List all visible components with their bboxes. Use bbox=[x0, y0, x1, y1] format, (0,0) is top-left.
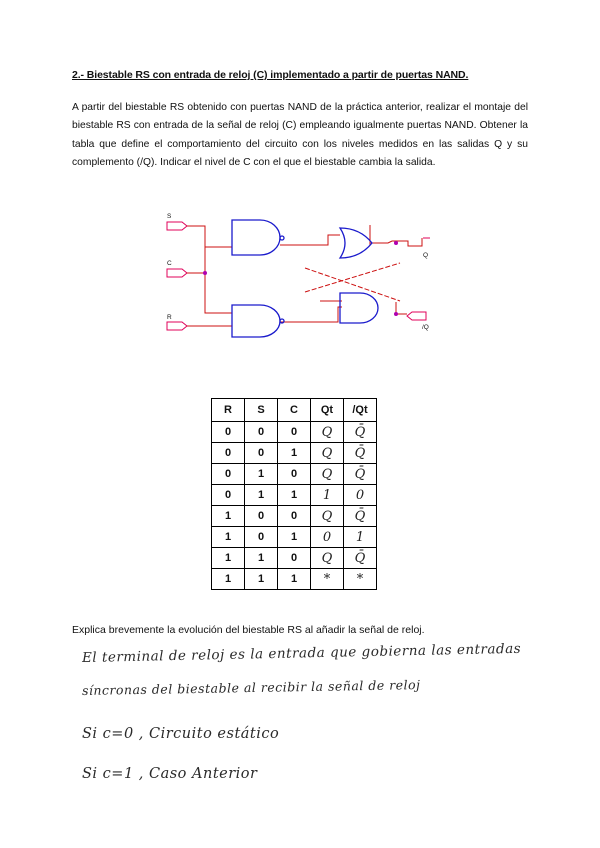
truth-table-cell: 1 bbox=[212, 569, 245, 590]
section-heading: 2.- Biestable RS con entrada de reloj (C) implementado a partir de puertas NAND. bbox=[72, 69, 469, 81]
truth-table-row bbox=[212, 548, 377, 569]
handwritten-answer-line-4: Si c=1 , Caso Anterior bbox=[82, 766, 258, 782]
question-text: Explica brevemente la evolución del biestable RS al añadir la señal de reloj. bbox=[72, 624, 425, 636]
label-nq: /Q bbox=[422, 324, 429, 331]
nand-gate-4 bbox=[340, 293, 378, 323]
instructions-paragraph: A partir del biestable RS obtenido con puertas NAND de la práctica anterior, realizar el montaje del biestable RS con entrada de la señal de reloj (C) empleando igualmente puertas NAND. Obtener la tabla que define el comportamiento del circuito con los niveles medidos en las salidas Q y su complemento (/Q). Indicar el nivel de C con el que el biestable cambia la salida. bbox=[72, 102, 528, 169]
handwritten-answer-line-1: El terminal de reloj es la entrada que gobierna las entradas bbox=[81, 640, 522, 666]
truth-table-cell: 0 bbox=[245, 422, 278, 443]
truth-table-cell: Q̄ bbox=[344, 443, 377, 464]
truth-table-cell: 0 bbox=[278, 506, 311, 527]
truth-table-cell: 0 bbox=[212, 485, 245, 506]
truth-table-cell: Q̄ bbox=[344, 506, 377, 527]
truth-table-cell: 1 bbox=[278, 443, 311, 464]
truth-table-cell: 0 bbox=[344, 485, 377, 506]
truth-table-cell: 1 bbox=[212, 527, 245, 548]
truth-table-cell: 1 bbox=[245, 464, 278, 485]
handwritten-answer-line-3: Si c=0 , Circuito estático bbox=[82, 726, 280, 742]
truth-table-cell: 1 bbox=[245, 485, 278, 506]
truth-table-cell: Q̄ bbox=[344, 422, 377, 443]
truth-table-cell: 1 bbox=[278, 485, 311, 506]
truth-table-cell: Q bbox=[311, 464, 344, 485]
truth-table-cell: 1 bbox=[245, 548, 278, 569]
label-r: R bbox=[167, 314, 172, 321]
input-r-arrow bbox=[167, 322, 187, 330]
truth-table-cell: Q bbox=[311, 422, 344, 443]
truth-table-cell: Q̄ bbox=[344, 548, 377, 569]
truth-table-cell: 0 bbox=[212, 422, 245, 443]
truth-table-header-row bbox=[212, 399, 377, 422]
truth-table-cell: 0 bbox=[278, 464, 311, 485]
truth-table-cell: 0 bbox=[212, 464, 245, 485]
truth-table-row bbox=[212, 485, 377, 506]
truth-table-cell: 0 bbox=[278, 548, 311, 569]
output-nq-wire bbox=[396, 302, 407, 314]
col-nqt-header: /Qt bbox=[344, 399, 377, 422]
nand-rs-latch-circuit bbox=[160, 205, 450, 345]
truth-table-row bbox=[212, 506, 377, 527]
truth-table-cell: 1 bbox=[344, 527, 377, 548]
truth-table-cell: 1 bbox=[212, 506, 245, 527]
truth-table-cell: 1 bbox=[212, 548, 245, 569]
truth-table-row bbox=[212, 527, 377, 548]
label-q: Q bbox=[423, 252, 429, 259]
truth-table-cell: Q bbox=[311, 506, 344, 527]
col-qt-header: Qt bbox=[311, 399, 344, 422]
input-c-arrow bbox=[167, 269, 187, 277]
nand-gate-1 bbox=[232, 220, 280, 255]
truth-table-cell: 1 bbox=[278, 527, 311, 548]
wire-s bbox=[187, 226, 205, 300]
truth-table-row bbox=[212, 422, 377, 443]
truth-table-cell: 0 bbox=[278, 422, 311, 443]
truth-table-cell: 0 bbox=[245, 506, 278, 527]
label-s: S bbox=[167, 213, 172, 220]
col-r-header: R bbox=[212, 399, 245, 422]
truth-table-cell: * bbox=[344, 569, 377, 590]
col-c-header: C bbox=[278, 399, 311, 422]
truth-table-cell: 1 bbox=[278, 569, 311, 590]
truth-table-cell: Q bbox=[311, 548, 344, 569]
nand-gate-3 bbox=[340, 228, 372, 258]
truth-table-cell: 0 bbox=[245, 527, 278, 548]
truth-table-cell: * bbox=[311, 569, 344, 590]
output-nq-arrow bbox=[407, 312, 426, 320]
truth-table-row bbox=[212, 464, 377, 485]
truth-table-row bbox=[212, 569, 377, 590]
truth-table-cell: 0 bbox=[245, 443, 278, 464]
truth-table-cell: Q̄ bbox=[344, 464, 377, 485]
truth-table-cell: 1 bbox=[245, 569, 278, 590]
col-s-header: S bbox=[245, 399, 278, 422]
label-c: C bbox=[167, 260, 172, 267]
truth-table-cell: Q bbox=[311, 443, 344, 464]
handwritten-answer-line-2: síncronas del biestable al recibir la señal de reloj bbox=[81, 677, 421, 698]
input-s-arrow bbox=[167, 222, 187, 230]
nand-gate-2 bbox=[232, 305, 280, 337]
truth-table-cell: 0 bbox=[311, 527, 344, 548]
truth-table-cell: 0 bbox=[212, 443, 245, 464]
truth-table-cell: 1 bbox=[311, 485, 344, 506]
truth-table bbox=[211, 398, 377, 590]
truth-table-row bbox=[212, 443, 377, 464]
